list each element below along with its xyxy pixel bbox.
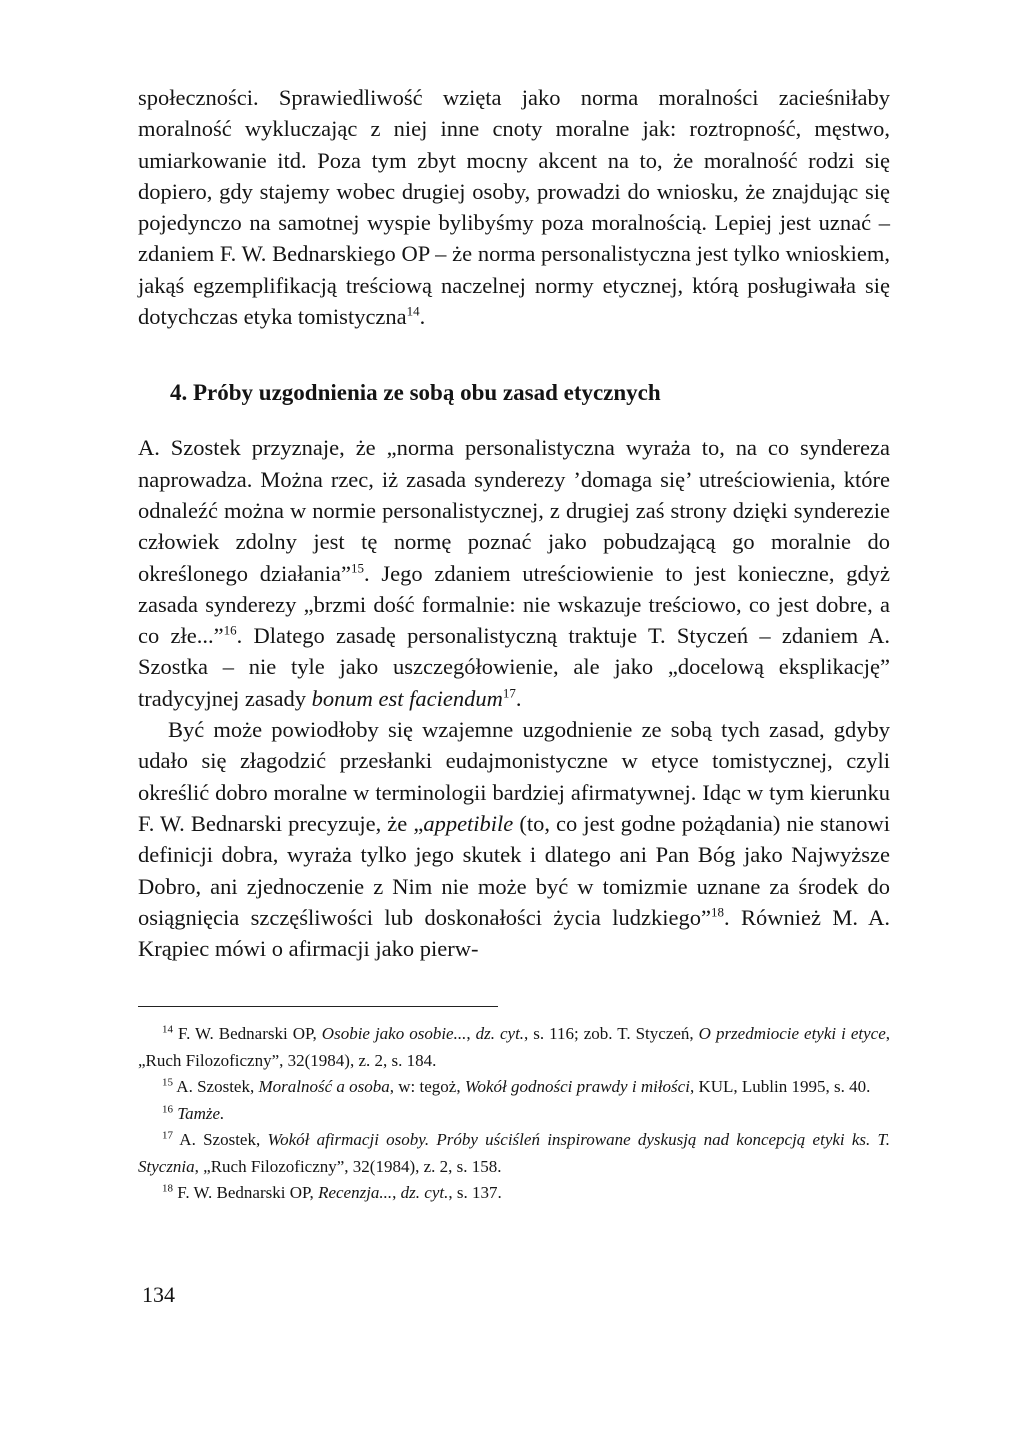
footnote-italic: Wokół godności prawdy i miłości (464, 1077, 690, 1097)
footnote-ref-15[interactable]: 15 (350, 560, 364, 576)
page-number: 134 (142, 1282, 175, 1307)
footnote-ref-17[interactable]: 17 (502, 685, 516, 701)
footnote-15 (138, 1074, 890, 1101)
italic-phrase: appetibile (423, 810, 514, 836)
footnote-text: , „Ruch Filozoficzny”, 32(1984), z. 2, s. 158. (194, 1156, 502, 1176)
footnote-text: , „Ruch Filozoficzny”, 32(1984), z. 2, s. 184. (138, 1024, 890, 1070)
footnote-italic: Moralność a osoba (258, 1077, 390, 1097)
footnote-text: F. W. Bednarski OP, (173, 1183, 319, 1203)
footnote-number: 14 (162, 1023, 173, 1036)
footnote-text: A. Szostek, (173, 1077, 259, 1097)
page-content (138, 82, 890, 1207)
footnote-14 (138, 1021, 890, 1074)
footnote-text: , w: tegoż, (389, 1077, 465, 1097)
footnote-italic: Wokół afirmacji osoby. Próby uściśleń inspirowane dyskusją nad koncepcją etyki ks. T. Stycznia (138, 1130, 890, 1176)
paragraph-continuation (138, 82, 890, 332)
footnote-text: A. Szostek, (173, 1130, 268, 1150)
footnote-text: , s. 137. (448, 1183, 502, 1203)
footnote-number: 18 (162, 1182, 173, 1195)
footnote-italic: O przedmiocie etyki i etyce (698, 1024, 886, 1044)
footnote-text: , KUL, Lublin 1995, s. 40. (689, 1077, 871, 1097)
footnote-text: , s. 116; zob. T. Styczeń, (524, 1024, 699, 1044)
footnote-italic: dz. cyt. (400, 1183, 449, 1203)
main-text (138, 82, 890, 964)
paragraph-bednarski (138, 714, 890, 964)
paragraph-text: (to, co jest godne pożądania) nie stanowi definicji dobra, wyraża tylko jego skutek i dlatego ani Pan Bóg jako Najwyższe Dobro, ani zjednoczenie z Nim nie może być w tomizmie uznane za środek do osiągnięcia szczęśliwości lub doskonałości życia ludzkiego” (138, 810, 891, 930)
footnote-ref-18[interactable]: 18 (710, 904, 724, 920)
section-heading: 4. Próby uzgodnienia ze sobą obu zasad etycznych (170, 380, 661, 406)
paragraph-text: społeczności. Sprawiedliwość wzięta jako norma moralności zacieśniłaby moralność wykluczając z niej inne cnoty moralne jak: roztropność, męstwo, umiarkowanie itd. Poza tym zbyt mocny akcent na to, że moralność rodzi się dopiero, gdy stajemy wobec drugiej osoby, prowadzi do wniosku, że znajdując się pojedynczo na samotnej wyspie bylibyśmy poza moralnością. Lepiej jest uznać – zdaniem F. W. Bednarskiego OP – że norma personalistyczna jest tylko wnioskiem, jakąś egzemplifikacją treściową naczelnej normy etycznej, którą posługiwała się dotychczas etyka tomistyczna (138, 85, 890, 330)
footnote-number: 17 (162, 1129, 173, 1142)
paragraph-text: . Również M. A. Krąpiec mówi o afirmacji jako pierw- (138, 904, 890, 962)
paragraph-text: . Dlatego zasadę personalistyczną traktuje T. Styczeń – zdaniem A. Szostka – nie tyle jako uszczegółowienie, ale jako „docelową eksplikację” tradycyjnej zasady (138, 623, 891, 711)
footnote-text: , (392, 1183, 401, 1203)
footnote-italic: Osobie jako osobie... (321, 1024, 467, 1044)
paragraph-szostek (138, 432, 890, 714)
footnotes (138, 1021, 890, 1207)
footnote-italic: Recenzja... (318, 1183, 393, 1203)
section-body (138, 432, 890, 964)
footnote-italic: Tamże. (173, 1103, 225, 1123)
footnote-text: , (466, 1024, 476, 1044)
footnote-ref-14[interactable]: 14 (406, 303, 420, 319)
italic-phrase: bonum est faciendum (311, 685, 503, 711)
footnote-number: 15 (162, 1076, 173, 1089)
paragraph-text: A. Szostek przyznaje, że „norma personalistyczna wyraża to, na co syndereza naprowadza. Można rzec, iż zasada synderezy ’domaga się’ utreściowienia, które odnaleźć można w normie personalistycznej, z drugiej zaś strony dzięki synderezie człowiek zdolny jest tę normę poznać jako pobudzającą go moralnie do określonego działania” (138, 435, 890, 586)
footnote-18 (138, 1180, 890, 1207)
footnote-italic: dz. cyt. (475, 1024, 525, 1044)
paragraph-text: . (419, 304, 426, 330)
footnote-16 (138, 1101, 890, 1128)
paragraph-text: Być może powiodłoby się wzajemne uzgodnienie ze sobą tych zasad, gdyby udało się złagodzić przesłanki eudajmonistyczne w etyce tomistycznej, czyli określić dobro moralne w terminologii bardziej afirmatywnej. Idąc w tym kierunku F. W. Bednarski precyzuje, że „ (138, 717, 890, 836)
paragraph-text: . Jego zdaniem utreściowienie to jest konieczne, gdyż zasada synderezy „brzmi dość formalnie: nie wskazuje treściowo, co jest dobre, a co złe...” (138, 560, 890, 649)
footnote-separator (138, 1006, 498, 1007)
footnote-ref-16[interactable]: 16 (223, 622, 237, 638)
footnote-17 (138, 1127, 890, 1180)
footnote-number: 16 (162, 1103, 173, 1116)
footnote-text: F. W. Bednarski OP, (173, 1024, 322, 1044)
paragraph-text: . (515, 685, 522, 711)
